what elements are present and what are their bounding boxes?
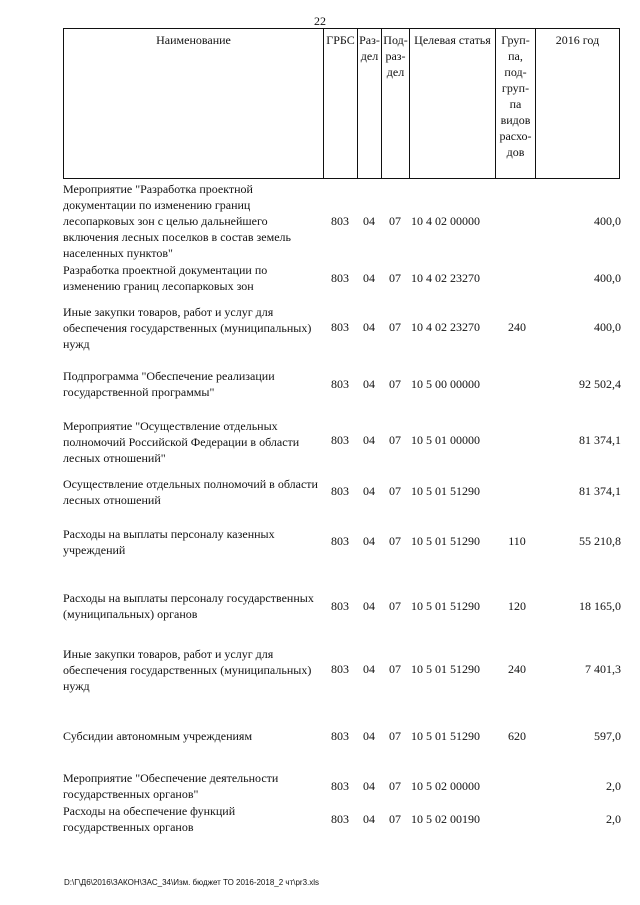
row-name: Иные закупки товаров, работ и услуг для обеспечения государственных (муниципальных) нужд (63, 647, 312, 693)
row-podrazdel: 07 (389, 214, 401, 228)
row-razdel: 04 (363, 433, 375, 447)
table-row (0, 526, 640, 560)
table-row (0, 476, 640, 510)
row-name: Разработка проектной документации по изменению границ лесопарковых зон (63, 263, 268, 293)
table-row (0, 181, 640, 261)
row-razdel: 04 (363, 729, 375, 743)
table-row (0, 728, 640, 746)
header-vid: Груп- па, под- груп- па видов расхо- дов (496, 29, 536, 179)
row-name: Субсидии автономным учреждениям (63, 729, 253, 743)
row-razdel: 04 (363, 599, 375, 613)
row-podrazdel: 07 (389, 271, 401, 285)
table-row (0, 770, 640, 804)
row-sum: 92 502,4 (579, 377, 621, 391)
row-sum: 7 401,3 (585, 662, 621, 676)
row-grbs: 803 (331, 729, 349, 743)
table-row (0, 262, 640, 296)
row-name: Мероприятие "Осуществление отдельных полномочий Российской Федерации в области лесных отношений" (63, 419, 300, 465)
row-podrazdel: 07 (389, 729, 401, 743)
row-name: Мероприятие "Разработка проектной документации по изменению границ лесопарковых зон с целью дальнейшего включения лесных поселков в состав земель населенных пунктов" (63, 182, 291, 260)
header-year: 2016 год (536, 29, 620, 179)
row-podrazdel: 07 (389, 812, 401, 826)
row-grbs: 803 (331, 433, 349, 447)
table-row (0, 646, 640, 696)
table-row (0, 590, 640, 624)
row-sum: 2,0 (606, 812, 621, 826)
row-podrazdel: 07 (389, 320, 401, 334)
header-name: Наименование (64, 29, 324, 179)
row-sum: 18 165,0 (579, 599, 621, 613)
row-podrazdel: 07 (389, 534, 401, 548)
row-target: 10 5 00 00000 (411, 377, 480, 391)
table-row (0, 304, 640, 354)
row-target: 10 5 01 00000 (411, 433, 480, 447)
row-grbs: 803 (331, 599, 349, 613)
row-razdel: 04 (363, 377, 375, 391)
row-vid: 110 (508, 534, 526, 548)
row-grbs: 803 (331, 484, 349, 498)
header-target: Целевая статья (410, 29, 496, 179)
header-grbs: ГРБС (324, 29, 358, 179)
row-podrazdel: 07 (389, 377, 401, 391)
row-vid: 120 (508, 599, 526, 613)
row-razdel: 04 (363, 484, 375, 498)
table-row (0, 803, 640, 837)
row-vid: 620 (508, 729, 526, 743)
row-razdel: 04 (363, 534, 375, 548)
row-target: 10 5 01 51290 (411, 484, 480, 498)
row-podrazdel: 07 (389, 484, 401, 498)
row-vid: 240 (508, 662, 526, 676)
row-target: 10 4 02 00000 (411, 214, 480, 228)
table-row (0, 418, 640, 468)
row-grbs: 803 (331, 662, 349, 676)
row-target: 10 4 02 23270 (411, 271, 480, 285)
header-podrazdel: Под- раз- дел (382, 29, 410, 179)
row-podrazdel: 07 (389, 779, 401, 793)
row-grbs: 803 (331, 271, 349, 285)
page-number: 22 (314, 14, 326, 28)
row-podrazdel: 07 (389, 433, 401, 447)
row-target: 10 5 01 51290 (411, 662, 480, 676)
row-sum: 400,0 (594, 271, 621, 285)
row-sum: 81 374,1 (579, 433, 621, 447)
row-grbs: 803 (331, 377, 349, 391)
row-razdel: 04 (363, 214, 375, 228)
row-target: 10 5 01 51290 (411, 534, 480, 548)
row-name: Расходы на выплаты персоналу государственных (муниципальных) органов (63, 591, 314, 621)
row-name: Иные закупки товаров, работ и услуг для обеспечения государственных (муниципальных) нужд (63, 305, 312, 351)
table-row (0, 368, 640, 402)
row-razdel: 04 (363, 271, 375, 285)
row-target: 10 5 01 51290 (411, 599, 480, 613)
row-podrazdel: 07 (389, 599, 401, 613)
file-path-footer: D:\Г\Д6\2016\ЗАКОН\ЗАС_34\Изм. бюджет ТО 2016-2018_2 чт\pr3.xls (64, 878, 320, 887)
row-sum: 400,0 (594, 320, 621, 334)
row-sum: 2,0 (606, 779, 621, 793)
row-razdel: 04 (363, 812, 375, 826)
header-razdel: Раз- дел (358, 29, 382, 179)
row-name: Расходы на выплаты персоналу казенных учреждений (63, 527, 275, 557)
row-target: 10 5 01 51290 (411, 729, 480, 743)
row-grbs: 803 (331, 320, 349, 334)
row-sum: 597,0 (594, 729, 621, 743)
row-name: Осуществление отдельных полномочий в области лесных отношений (63, 477, 318, 507)
table-header (63, 28, 620, 179)
row-name: Расходы на обеспечение функций государственных органов (63, 804, 236, 834)
row-target: 10 5 02 00190 (411, 812, 480, 826)
row-sum: 81 374,1 (579, 484, 621, 498)
row-razdel: 04 (363, 320, 375, 334)
row-target: 10 5 02 00000 (411, 779, 480, 793)
row-grbs: 803 (331, 812, 349, 826)
row-name: Подпрограмма "Обеспечение реализации государственной программы" (63, 369, 275, 399)
row-grbs: 803 (331, 214, 349, 228)
row-vid: 240 (508, 320, 526, 334)
row-razdel: 04 (363, 662, 375, 676)
row-sum: 55 210,8 (579, 534, 621, 548)
row-grbs: 803 (331, 534, 349, 548)
row-sum: 400,0 (594, 214, 621, 228)
row-razdel: 04 (363, 779, 375, 793)
row-target: 10 4 02 23270 (411, 320, 480, 334)
row-name: Мероприятие "Обеспечение деятельности государственных органов" (63, 771, 279, 801)
row-podrazdel: 07 (389, 662, 401, 676)
row-grbs: 803 (331, 779, 349, 793)
